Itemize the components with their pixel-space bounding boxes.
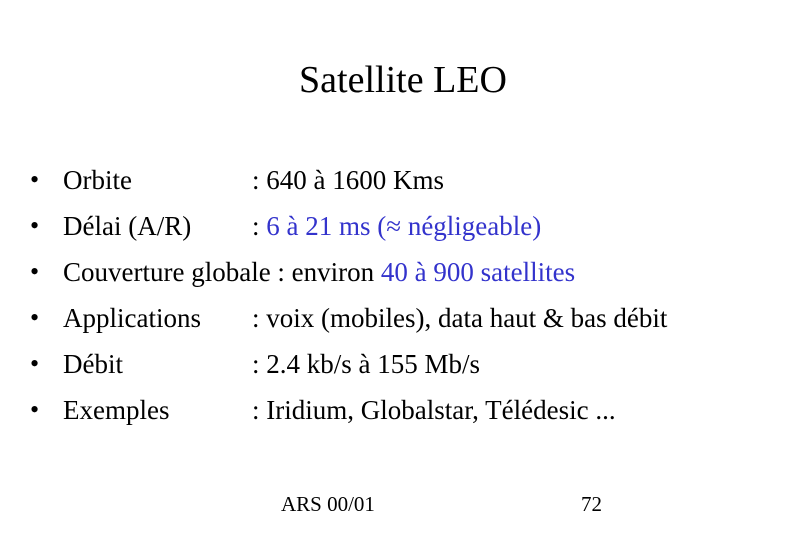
bullet-icon: •: [30, 257, 40, 286]
item-label: Délai (A/R): [63, 211, 192, 241]
item-label: Exemples: [63, 395, 170, 425]
list-item-delai: [0, 203, 800, 249]
list-item-debit: [0, 341, 800, 387]
bullet-icon: •: [30, 165, 40, 194]
list-item-exemples: [0, 387, 800, 433]
item-value: : 2.4 kb/s à 155 Mb/s: [252, 349, 481, 379]
item-label: Orbite: [63, 165, 132, 195]
list-item-applications: [0, 295, 800, 341]
item-value: : Iridium, Globalstar, Télédesic ...: [252, 395, 616, 425]
list-item-orbite: [0, 157, 800, 203]
item-value: : 640 à 1600 Kms: [252, 165, 444, 195]
item-value-prefix: :: [252, 211, 267, 241]
bullet-icon: •: [30, 303, 40, 332]
bullet-icon: •: [30, 211, 40, 240]
item-label: Applications: [63, 303, 201, 333]
bullet-icon: •: [30, 349, 40, 378]
slide-title: Satellite LEO: [299, 59, 507, 101]
item-text-highlight: 40 à 900 satellites: [380, 257, 576, 287]
item-value: : voix (mobiles), data haut & bas débit: [252, 303, 668, 333]
footer-course: ARS 00/01: [281, 492, 375, 516]
list-item-couverture: [0, 249, 800, 295]
item-text: [63, 249, 575, 295]
item-text-plain: Couverture globale : environ: [63, 257, 381, 287]
item-label: Débit: [63, 349, 123, 379]
item-value-highlight: 6 à 21 ms (≈ négligeable): [266, 211, 542, 241]
bullet-list: [0, 157, 800, 433]
bullet-icon: •: [30, 395, 40, 424]
footer-page-number: 72: [581, 492, 602, 516]
item-value: [252, 203, 541, 249]
